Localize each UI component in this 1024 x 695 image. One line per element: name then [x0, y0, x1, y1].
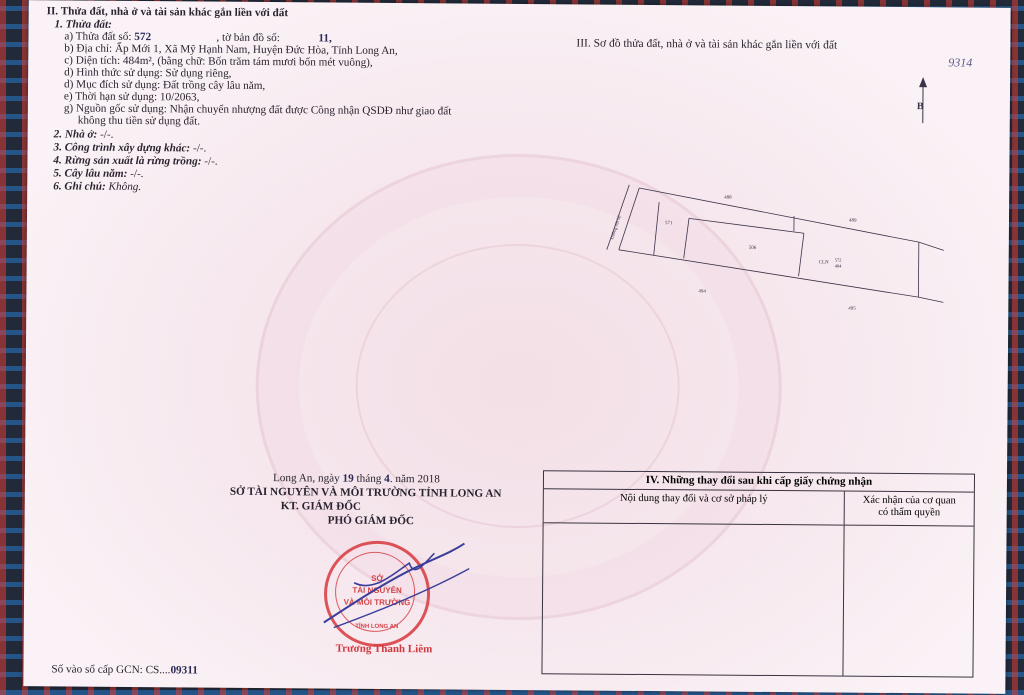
- land-plot-heading: 1. Thửa đất:: [54, 18, 112, 31]
- origin-line-2: không thu tiền sử dụng đất.: [77, 114, 201, 128]
- changes-table-divider: [842, 492, 844, 676]
- handwritten-signature: [314, 522, 475, 633]
- notes-line: 6. Ghi chú: Không.: [53, 180, 142, 194]
- section-ii-title: II. Thửa đất, nhà ở và tài sản khác gắn liền với đất: [46, 5, 289, 20]
- area-line: c) Diện tích: 484m², (bằng chữ: Bốn trăm tám mươi bốn mét vuông),: [64, 54, 373, 69]
- north-label: B: [916, 101, 924, 113]
- stamp-text-1: SỞ: [371, 573, 384, 583]
- label-572: 572: [834, 257, 842, 263]
- signer-title: PHÓ GIÁM ĐỐC: [327, 514, 415, 528]
- label-494: 494: [698, 289, 706, 295]
- purpose-line: d) Mục đích sử dụng: Đất trồng cây lâu năm,: [64, 78, 266, 93]
- date-line: Long An, ngày 19 tháng 4. năm 2018: [272, 472, 440, 486]
- label-495: 495: [848, 306, 856, 312]
- plot-number-label: a) Thửa đất số: 572: [64, 30, 152, 44]
- other-works-line: 3. Công trình xây dựng khác: -/-.: [53, 141, 207, 155]
- changes-col-content: Nội dung thay đổi và cơ sở pháp lý: [544, 489, 844, 525]
- label-488: 488: [724, 195, 732, 201]
- signer-role: KT. GIÁM ĐỐC: [280, 500, 362, 513]
- section-iii-title: III. Sơ đồ thửa đất, nhà ở và tài sản khác gắn liền với đất: [576, 37, 838, 52]
- forest-line: 4. Rừng sản xuất là rừng trồng: -/-.: [53, 154, 218, 168]
- plot-diagram: [598, 180, 959, 318]
- certificate-sheet: [23, 0, 1010, 694]
- label-506: 506: [748, 245, 757, 251]
- signer-name: Trương Thanh Liêm: [335, 642, 433, 656]
- registry-number: Số vào sổ cấp GCN: CS....09311: [51, 663, 198, 677]
- address-line: b) Địa chỉ: Ấp Mới 1, Xã Mỹ Hạnh Nam, Huyện Đức Hòa, Tỉnh Long An,: [64, 42, 398, 58]
- north-arrow-icon: [913, 75, 933, 125]
- changes-table: [541, 470, 975, 677]
- map-sheet-label: , tờ bản đồ số:: [216, 31, 280, 45]
- label-571: 571: [664, 221, 673, 227]
- use-form-line: d) Hình thức sử dụng: Sử dụng riêng,: [64, 66, 232, 80]
- stamp-text-3: VÀ MÔI TRƯỜNG: [343, 597, 411, 608]
- map-sheet-value: 11,: [318, 32, 332, 45]
- term-line: e) Thời hạn sử dụng: 10/2063,: [63, 90, 200, 104]
- changes-table-title: IV. Những thay đổi sau khi cấp giấy chứng nhận: [544, 471, 974, 492]
- origin-line: g) Nguồn gốc sử dụng: Nhận chuyển nhượng đất được Công nhận QSDĐ như giao đất: [63, 102, 452, 118]
- label-484: 484: [834, 263, 842, 269]
- stamp-text-2: TÀI NGUYÊN: [352, 585, 402, 596]
- changes-col-confirm: Xác nhận của cơ quan có thẩm quyền: [845, 492, 974, 527]
- label-489: 489: [848, 218, 857, 224]
- stamp-text-4: TỈNH LONG AN: [355, 623, 399, 631]
- perennial-line: 5. Cây lâu năm: -/-.: [53, 167, 144, 181]
- house-line: 2. Nhà ở: -/-.: [53, 128, 114, 141]
- handwritten-mark: 9314: [948, 55, 973, 70]
- issuing-agency: SỞ TÀI NGUYÊN VÀ MÔI TRƯỜNG TỈNH LONG AN: [229, 485, 502, 500]
- label-road: Đường nội bộ: [609, 214, 622, 241]
- label-cln: CLN: [818, 260, 829, 266]
